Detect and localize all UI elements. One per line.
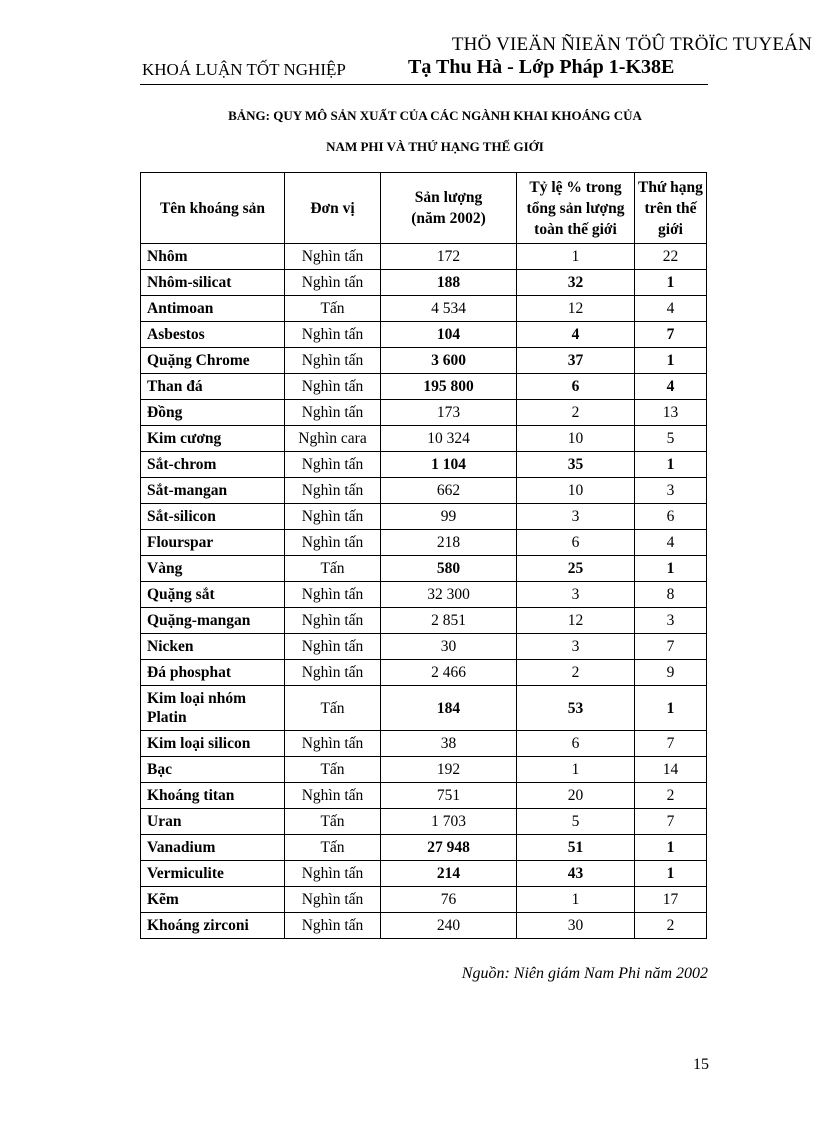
cell-rank: 4 <box>635 530 707 556</box>
cell-unit: Nghìn tấn <box>285 452 381 478</box>
cell-unit: Nghìn tấn <box>285 731 381 757</box>
cell-unit: Tấn <box>285 757 381 783</box>
cell-output: 218 <box>381 530 517 556</box>
cell-name: Bạc <box>141 757 285 783</box>
cell-share: 25 <box>517 556 635 582</box>
cell-output: 76 <box>381 887 517 913</box>
cell-name: Than đá <box>141 374 285 400</box>
cell-unit: Nghìn tấn <box>285 400 381 426</box>
table-row <box>141 634 707 660</box>
document-type-header: KHOÁ LUẬN TỐT NGHIỆP <box>142 60 346 79</box>
cell-name: Sắt-chrom <box>141 452 285 478</box>
cell-name: Sắt-mangan <box>141 478 285 504</box>
cell-share: 37 <box>517 348 635 374</box>
cell-unit: Nghìn tấn <box>285 244 381 270</box>
cell-output: 4 534 <box>381 296 517 322</box>
cell-output: 38 <box>381 731 517 757</box>
cell-name: Kim loại silicon <box>141 731 285 757</box>
cell-name: Quặng sắt <box>141 582 285 608</box>
cell-name: Khoáng titan <box>141 783 285 809</box>
cell-rank: 8 <box>635 582 707 608</box>
site-banner: THÖ VIEÄN ÑIEÄN TÖÛ TRÖÏC TUYEÁN <box>451 34 812 55</box>
table-row <box>141 757 707 783</box>
cell-unit: Nghìn tấn <box>285 374 381 400</box>
table-row <box>141 426 707 452</box>
cell-rank: 1 <box>635 861 707 887</box>
cell-name: Quặng-mangan <box>141 608 285 634</box>
cell-unit: Nghìn tấn <box>285 608 381 634</box>
cell-name: Đồng <box>141 400 285 426</box>
table-row <box>141 478 707 504</box>
cell-share: 30 <box>517 913 635 939</box>
cell-name: Vanadium <box>141 835 285 861</box>
cell-name: Vàng <box>141 556 285 582</box>
cell-rank: 9 <box>635 660 707 686</box>
table-row <box>141 322 707 348</box>
cell-name: Khoáng zirconi <box>141 913 285 939</box>
cell-output: 2 466 <box>381 660 517 686</box>
table-row <box>141 835 707 861</box>
cell-name: Quặng Chrome <box>141 348 285 374</box>
cell-name: Antimoan <box>141 296 285 322</box>
cell-share: 53 <box>517 686 635 731</box>
cell-rank: 2 <box>635 783 707 809</box>
cell-share: 51 <box>517 835 635 861</box>
cell-share: 12 <box>517 608 635 634</box>
cell-rank: 1 <box>635 452 707 478</box>
cell-rank: 7 <box>635 322 707 348</box>
cell-output: 751 <box>381 783 517 809</box>
cell-unit: Nghìn tấn <box>285 322 381 348</box>
cell-output: 10 324 <box>381 426 517 452</box>
cell-rank: 1 <box>635 686 707 731</box>
cell-unit: Tấn <box>285 809 381 835</box>
cell-unit: Nghìn tấn <box>285 660 381 686</box>
cell-output: 99 <box>381 504 517 530</box>
cell-rank: 4 <box>635 296 707 322</box>
cell-name: Đá phosphat <box>141 660 285 686</box>
cell-unit: Nghìn tấn <box>285 478 381 504</box>
source-note: Nguồn: Niên giám Nam Phi năm 2002 <box>461 965 708 982</box>
cell-share: 43 <box>517 861 635 887</box>
cell-share: 2 <box>517 660 635 686</box>
cell-output: 1 703 <box>381 809 517 835</box>
cell-share: 32 <box>517 270 635 296</box>
cell-rank: 1 <box>635 348 707 374</box>
cell-name: Nhôm <box>141 244 285 270</box>
cell-rank: 22 <box>635 244 707 270</box>
table-row <box>141 608 707 634</box>
cell-unit: Nghìn tấn <box>285 504 381 530</box>
cell-output: 27 948 <box>381 835 517 861</box>
cell-output: 214 <box>381 861 517 887</box>
cell-name: Asbestos <box>141 322 285 348</box>
cell-output: 2 851 <box>381 608 517 634</box>
cell-share: 1 <box>517 244 635 270</box>
table-row <box>141 887 707 913</box>
table-row <box>141 374 707 400</box>
cell-name: Nicken <box>141 634 285 660</box>
cell-rank: 7 <box>635 731 707 757</box>
cell-output: 3 600 <box>381 348 517 374</box>
author-header: Tạ Thu Hà - Lớp Pháp 1-K38E <box>408 56 675 78</box>
cell-share: 4 <box>517 322 635 348</box>
cell-rank: 1 <box>635 556 707 582</box>
cell-unit: Nghìn tấn <box>285 861 381 887</box>
header-output: Sản lượng (năm 2002) <box>381 173 517 244</box>
cell-share: 3 <box>517 504 635 530</box>
cell-output: 580 <box>381 556 517 582</box>
cell-unit: Tấn <box>285 296 381 322</box>
table-row <box>141 861 707 887</box>
table-row <box>141 913 707 939</box>
cell-rank: 2 <box>635 913 707 939</box>
table-row <box>141 530 707 556</box>
cell-unit: Nghìn tấn <box>285 887 381 913</box>
cell-rank: 3 <box>635 478 707 504</box>
header-name: Tên khoáng sản <box>141 173 285 244</box>
cell-name: Nhôm-silicat <box>141 270 285 296</box>
cell-name: Kẽm <box>141 887 285 913</box>
header-unit: Đơn vị <box>285 173 381 244</box>
cell-rank: 14 <box>635 757 707 783</box>
cell-output: 172 <box>381 244 517 270</box>
cell-unit: Nghìn tấn <box>285 348 381 374</box>
cell-share: 20 <box>517 783 635 809</box>
cell-output: 192 <box>381 757 517 783</box>
cell-share: 3 <box>517 634 635 660</box>
table-row <box>141 686 707 731</box>
header-share: Tỷ lệ % trong tổng sản lượng toàn thế giới <box>517 173 635 244</box>
table-title-line2: NAM PHI VÀ THỨ HẠNG THẾ GIỚI <box>326 139 544 154</box>
cell-name: Kim loại nhóm Platin <box>141 686 285 731</box>
cell-name: Flourspar <box>141 530 285 556</box>
cell-unit: Tấn <box>285 556 381 582</box>
table-row <box>141 556 707 582</box>
cell-name: Kim cương <box>141 426 285 452</box>
table-row <box>141 582 707 608</box>
cell-unit: Tấn <box>285 835 381 861</box>
cell-rank: 6 <box>635 504 707 530</box>
cell-rank: 7 <box>635 809 707 835</box>
table-header-row <box>141 173 707 244</box>
table-row <box>141 452 707 478</box>
cell-output: 188 <box>381 270 517 296</box>
page-number: 15 <box>693 1056 709 1073</box>
cell-output: 1 104 <box>381 452 517 478</box>
cell-share: 12 <box>517 296 635 322</box>
cell-rank: 13 <box>635 400 707 426</box>
cell-share: 10 <box>517 478 635 504</box>
cell-rank: 4 <box>635 374 707 400</box>
cell-output: 240 <box>381 913 517 939</box>
cell-share: 1 <box>517 887 635 913</box>
cell-unit: Nghìn tấn <box>285 913 381 939</box>
cell-share: 3 <box>517 582 635 608</box>
cell-output: 184 <box>381 686 517 731</box>
cell-rank: 5 <box>635 426 707 452</box>
header-rule <box>140 84 708 85</box>
cell-share: 6 <box>517 374 635 400</box>
table-row <box>141 296 707 322</box>
cell-share: 10 <box>517 426 635 452</box>
table-row <box>141 660 707 686</box>
table-row <box>141 809 707 835</box>
cell-unit: Nghìn tấn <box>285 634 381 660</box>
cell-name: Uran <box>141 809 285 835</box>
cell-unit: Tấn <box>285 686 381 731</box>
cell-name: Vermiculite <box>141 861 285 887</box>
cell-share: 6 <box>517 731 635 757</box>
cell-unit: Nghìn cara <box>285 426 381 452</box>
cell-unit: Nghìn tấn <box>285 270 381 296</box>
cell-share: 2 <box>517 400 635 426</box>
table-row <box>141 400 707 426</box>
table-title-line1: BẢNG: QUY MÔ SẢN XUẤT CỦA CÁC NGÀNH KHAI KHOÁNG CỦA <box>228 108 642 123</box>
cell-unit: Nghìn tấn <box>285 783 381 809</box>
table-row <box>141 731 707 757</box>
cell-share: 35 <box>517 452 635 478</box>
cell-output: 104 <box>381 322 517 348</box>
cell-unit: Nghìn tấn <box>285 582 381 608</box>
cell-output: 173 <box>381 400 517 426</box>
cell-rank: 1 <box>635 835 707 861</box>
cell-output: 32 300 <box>381 582 517 608</box>
table-row <box>141 504 707 530</box>
header-rank: Thứ hạng trên thế giới <box>635 173 707 244</box>
cell-output: 662 <box>381 478 517 504</box>
cell-name: Sắt-silicon <box>141 504 285 530</box>
table-row <box>141 348 707 374</box>
cell-share: 6 <box>517 530 635 556</box>
mining-production-table <box>140 172 707 939</box>
table-row <box>141 270 707 296</box>
table-row <box>141 244 707 270</box>
cell-share: 5 <box>517 809 635 835</box>
table-row <box>141 783 707 809</box>
cell-share: 1 <box>517 757 635 783</box>
cell-output: 195 800 <box>381 374 517 400</box>
cell-rank: 7 <box>635 634 707 660</box>
cell-rank: 1 <box>635 270 707 296</box>
table-body <box>141 244 707 939</box>
cell-rank: 3 <box>635 608 707 634</box>
cell-output: 30 <box>381 634 517 660</box>
cell-rank: 17 <box>635 887 707 913</box>
cell-unit: Nghìn tấn <box>285 530 381 556</box>
